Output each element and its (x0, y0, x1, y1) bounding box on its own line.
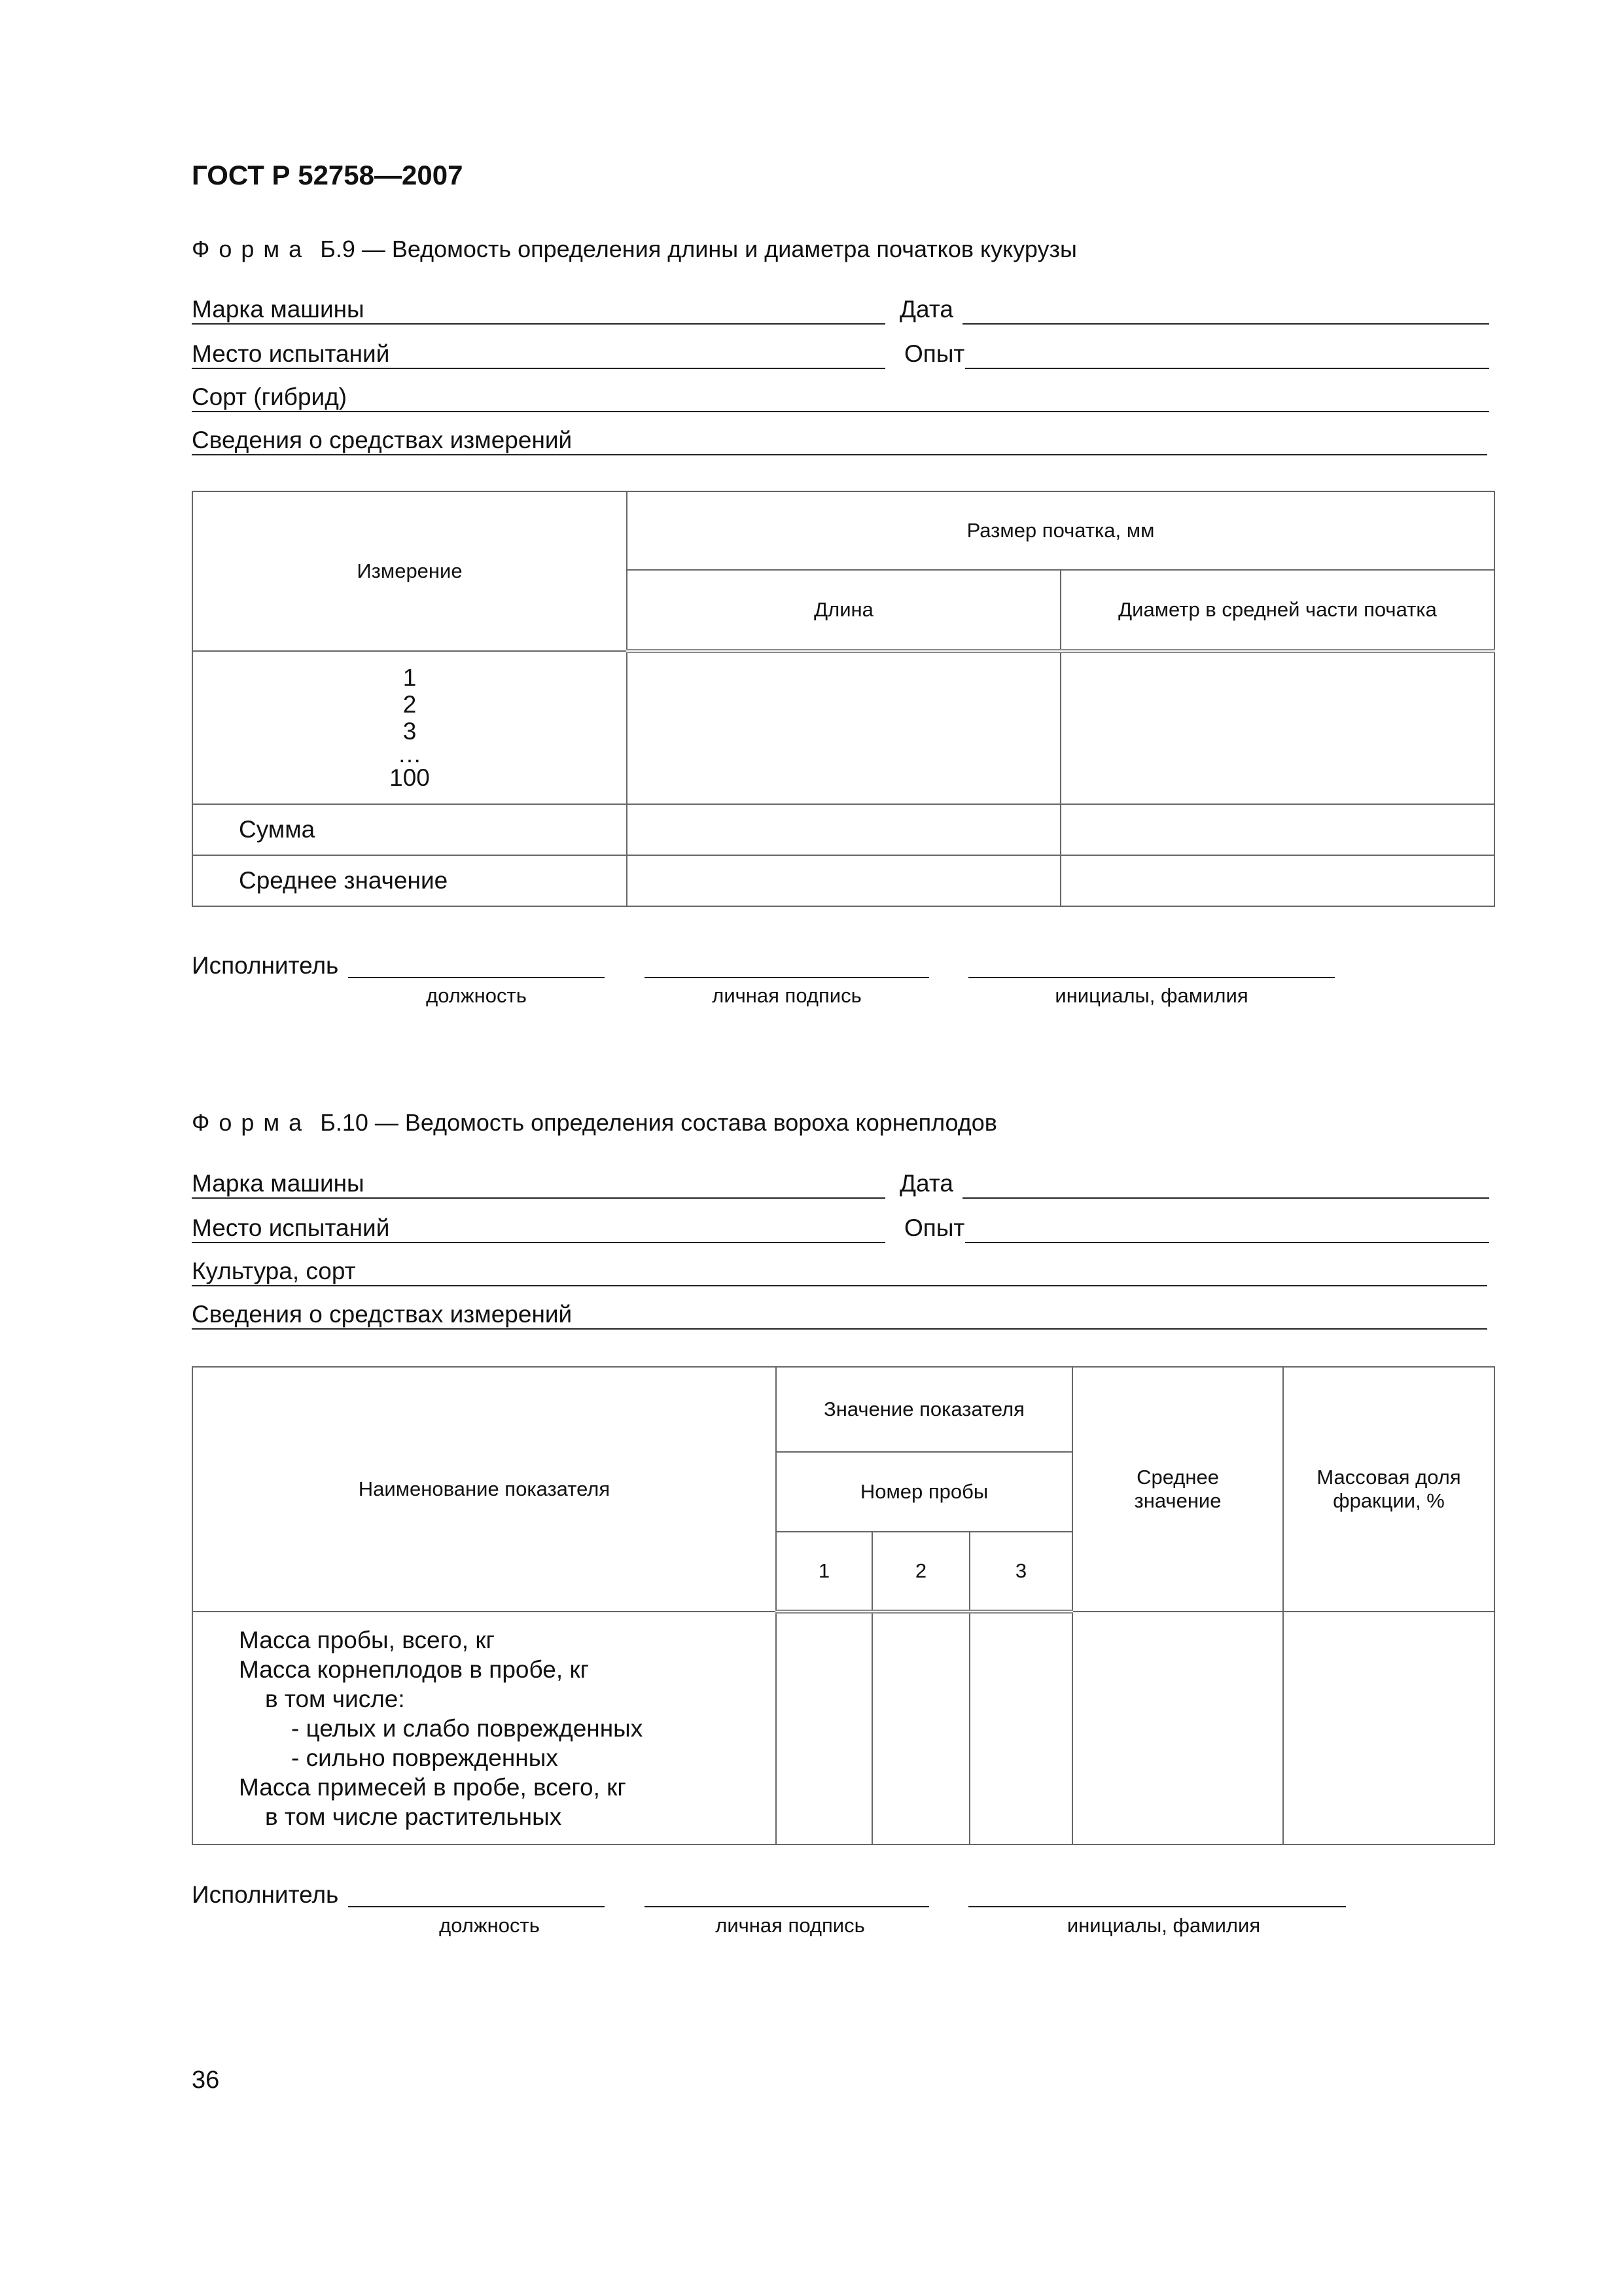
form10-prefix: Форма (192, 1109, 311, 1136)
form9-col-measure: Измерение (192, 491, 627, 651)
form9-variety-label: Сорт (гибрид) (192, 383, 347, 410)
form9-machine-label: Марка машины (192, 296, 364, 323)
form10-row-names (192, 1612, 776, 1845)
form10-machine-label: Марка машины (192, 1170, 364, 1197)
form9-row-machine-date (192, 294, 1500, 327)
form10-col-sample: Номер пробы (776, 1452, 1072, 1532)
form10-row-instruments (192, 1299, 1500, 1332)
form9-row-place-experiment (192, 339, 1500, 372)
form9-prefix: Форма (192, 236, 311, 262)
form10-mean-cell[interactable] (1072, 1612, 1283, 1845)
form9-table (192, 491, 1495, 907)
form10-machine-line[interactable] (192, 1197, 885, 1199)
form9-mean-label: Среднее значение (192, 855, 627, 906)
form9-experiment-line[interactable] (965, 368, 1489, 369)
form10-name-line[interactable] (968, 1906, 1346, 1907)
form9-col-size-group: Размер початка, мм (627, 491, 1494, 570)
indicator-row: Масса примесей в пробе, всего, кг (239, 1773, 626, 1801)
form9-machine-line[interactable] (192, 323, 885, 325)
form10-place-line[interactable] (192, 1242, 885, 1243)
form10-crop-label: Культура, сорт (192, 1258, 356, 1284)
form9-variety-line[interactable] (192, 411, 1489, 412)
form9-sum-label: Сумма (192, 804, 627, 855)
form10-signature-line[interactable] (644, 1906, 929, 1907)
form10-row-crop (192, 1256, 1500, 1289)
form9-name-line[interactable] (968, 977, 1335, 978)
form9-row-variety (192, 382, 1500, 415)
form10-col-mean: Среднее значение (1072, 1367, 1283, 1612)
form9-measure-numbers (192, 651, 627, 804)
form10-sample-3-cell[interactable] (970, 1612, 1072, 1845)
form9-length-cell[interactable] (627, 651, 1061, 804)
form10-date-line[interactable] (962, 1197, 1489, 1199)
form10-date-label: Дата (900, 1170, 953, 1197)
form9-place-label: Место испытаний (192, 340, 390, 367)
form9-instruments-label: Сведения о средствах измерений (192, 427, 573, 453)
form9-col-diameter: Диаметр в средней части початка (1061, 570, 1494, 651)
form9-mean-length-cell[interactable] (627, 855, 1061, 906)
form9-col-length: Длина (627, 570, 1061, 651)
indicator-row: Масса пробы, всего, кг (239, 1626, 495, 1653)
form10-sample-3: 3 (970, 1532, 1072, 1612)
form9-date-label: Дата (900, 296, 953, 323)
measure-ellipsis: … (397, 741, 422, 768)
form9-title-text: Б.9 — Ведомость определения длины и диаметра початков кукурузы (320, 236, 1077, 262)
form10-executor-label: Исполнитель (192, 1881, 339, 1908)
form10-instruments-label: Сведения о средствах измерений (192, 1301, 573, 1328)
form9-position-caption: должность (426, 984, 527, 1007)
form9-position-line[interactable] (348, 977, 605, 978)
measure-number: 2 (402, 691, 417, 718)
form9-diameter-cell[interactable] (1061, 651, 1494, 804)
form10-crop-line[interactable] (192, 1285, 1487, 1286)
form9-sum-diameter-cell[interactable] (1061, 804, 1494, 855)
form10-title-text: Б.10 — Ведомость определения состава вороха корнеплодов (320, 1109, 997, 1136)
form9-mean-diameter-cell[interactable] (1061, 855, 1494, 906)
measure-number: 100 (389, 764, 430, 791)
form10-col-name: Наименование показателя (192, 1367, 776, 1612)
form10-col-value: Значение показателя (776, 1367, 1072, 1452)
indicator-row: в том числе растительных (265, 1803, 562, 1830)
page-number: 36 (192, 2066, 220, 2094)
form9-title (192, 236, 1077, 263)
form10-place-label: Место испытаний (192, 1214, 390, 1241)
form9-sum-length-cell[interactable] (627, 804, 1061, 855)
form10-row-place-experiment (192, 1213, 1500, 1246)
indicator-row: - целых и слабо поврежденных (291, 1714, 643, 1742)
form10-fraction-cell[interactable] (1283, 1612, 1494, 1845)
form9-place-line[interactable] (192, 368, 885, 369)
form10-row-machine-date (192, 1169, 1500, 1201)
form10-instruments-line[interactable] (192, 1328, 1487, 1330)
form10-table (192, 1366, 1495, 1845)
form10-sample-2-cell[interactable] (872, 1612, 970, 1845)
form10-signature-caption: личная подпись (715, 1914, 865, 1937)
form9-name-caption: инициалы, фамилия (1055, 984, 1248, 1007)
form10-sample-1-cell[interactable] (776, 1612, 872, 1845)
form10-experiment-line[interactable] (965, 1242, 1489, 1243)
form10-position-line[interactable] (348, 1906, 605, 1907)
indicator-row: Масса корнеплодов в пробе, кг (239, 1655, 590, 1683)
form9-date-line[interactable] (962, 323, 1489, 325)
form9-experiment-label: Опыт (904, 340, 965, 367)
form10-experiment-label: Опыт (904, 1214, 965, 1241)
form10-sample-1: 1 (776, 1532, 872, 1612)
form10-name-caption: инициалы, фамилия (1067, 1914, 1261, 1937)
form10-col-fraction: Массовая доля фракции, % (1283, 1367, 1494, 1612)
form9-signature-line[interactable] (644, 977, 929, 978)
form9-instruments-line[interactable] (192, 454, 1487, 455)
form10-title (192, 1109, 997, 1137)
measure-number: 1 (402, 664, 417, 691)
form10-sample-2: 2 (872, 1532, 970, 1612)
indicator-row: в том числе: (265, 1685, 405, 1712)
indicator-row: - сильно поврежденных (291, 1744, 558, 1771)
form9-signature-caption: личная подпись (712, 984, 862, 1007)
form9-executor-label: Исполнитель (192, 952, 339, 979)
measure-number: 3 (402, 718, 417, 745)
document-code: ГОСТ Р 52758—2007 (192, 160, 463, 190)
form10-position-caption: должность (439, 1914, 540, 1937)
form9-row-instruments (192, 425, 1500, 458)
